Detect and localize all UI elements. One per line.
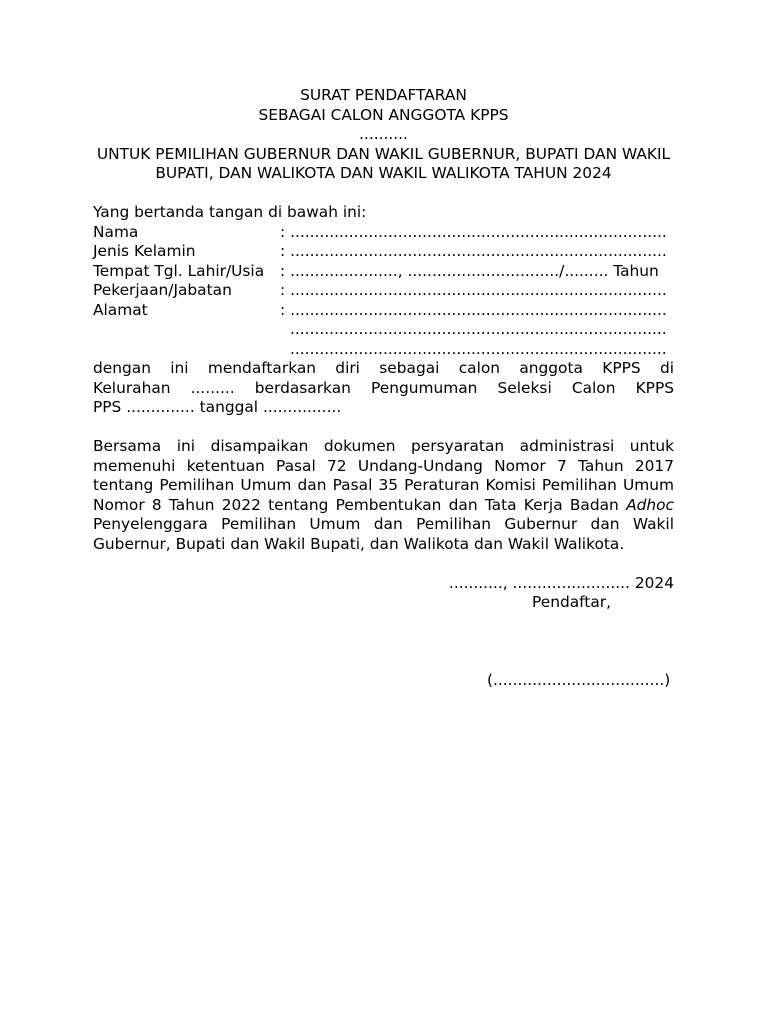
field-row-jenis-kelamin	[93, 242, 674, 262]
paragraph1-line: dengan ini mendaftarkan diri sebagai calon anggota KPPS di	[93, 359, 674, 377]
field-label: Tempat Tgl. Lahir/Usia	[93, 261, 265, 280]
address-continuation-line: .............................................................................	[290, 339, 667, 358]
field-value: : .............................................................................	[280, 281, 667, 299]
paragraph2-line: Penyelenggara Pemilihan Umum dan Pemilihan Gubernur dan Wakil	[93, 515, 674, 533]
paragraph1-line: Kelurahan ......... berdasarkan Pengumuman Seleksi Calon KPPS	[93, 378, 674, 397]
signature-role: Pendaftar,	[532, 593, 611, 611]
field-label: Jenis Kelamin	[93, 242, 196, 260]
document-subtitle-line-2: BUPATI, DAN WALIKOTA DAN WAKIL WALIKOTA TAHUN 2024	[155, 164, 612, 182]
blank-line	[93, 184, 674, 204]
document-page	[93, 86, 674, 691]
paragraph2-line: memenuhi ketentuan Pasal 72 Undang-Undang Nomor 7 Tahun 2017	[93, 456, 674, 475]
signature-place-date: ..........., ........................ 2024	[448, 573, 674, 592]
field-value: : ......................, .............................../......... Tahun	[280, 261, 659, 280]
blank-line	[93, 613, 674, 633]
paragraph2-line: tentang Pemilihan Umum dan Pasal 35 Peraturan Komisi Pemilihan Umum	[93, 476, 674, 494]
blank-line	[93, 554, 674, 574]
field-row-pekerjaan	[93, 281, 674, 301]
address-continuation-line: .............................................................................	[290, 320, 667, 338]
field-label: Nama	[93, 222, 139, 241]
document-subtitle-line-1: UNTUK PEMILIHAN GUBERNUR DAN WAKIL GUBERNUR, BUPATI DAN WAKIL	[96, 144, 671, 163]
field-row-nama	[93, 223, 674, 243]
document-number-placeholder: ..........	[359, 125, 408, 143]
field-label: Alamat	[93, 300, 148, 319]
document-title: SURAT PENDAFTARAN	[300, 86, 467, 104]
field-value: : .............................................................................	[280, 222, 667, 241]
field-value: : .............................................................................	[280, 242, 667, 260]
signature-name-placeholder: (...................................)	[487, 671, 671, 689]
blank-line	[93, 652, 674, 672]
intro-text: Yang bertanda tangan di bawah ini:	[93, 203, 367, 221]
field-label: Pekerjaan/Jabatan	[93, 281, 232, 299]
paragraph1-line: PPS .............. tanggal ................	[93, 398, 342, 416]
blank-line	[93, 632, 674, 652]
paragraph2-line-text: Nomor 8 Tahun 2022 tentang Pembentukan dan Tata Kerja Badan	[93, 495, 619, 514]
field-row-alamat	[93, 301, 674, 321]
blank-line	[93, 418, 674, 438]
paragraph2-line	[93, 496, 674, 516]
paragraph2-line: Gubernur, Bupati dan Wakil Bupati, dan Walikota dan Wakil Walikota.	[93, 534, 625, 553]
italic-term: Adhoc	[626, 495, 674, 514]
field-row-tempat-tgl-lahir	[93, 262, 674, 282]
field-value: : .............................................................................	[280, 300, 667, 319]
document-title-line-2: SEBAGAI CALON ANGGOTA KPPS	[258, 105, 509, 124]
paragraph2-line: Bersama ini disampaikan dokumen persyaratan administrasi untuk	[93, 437, 674, 455]
